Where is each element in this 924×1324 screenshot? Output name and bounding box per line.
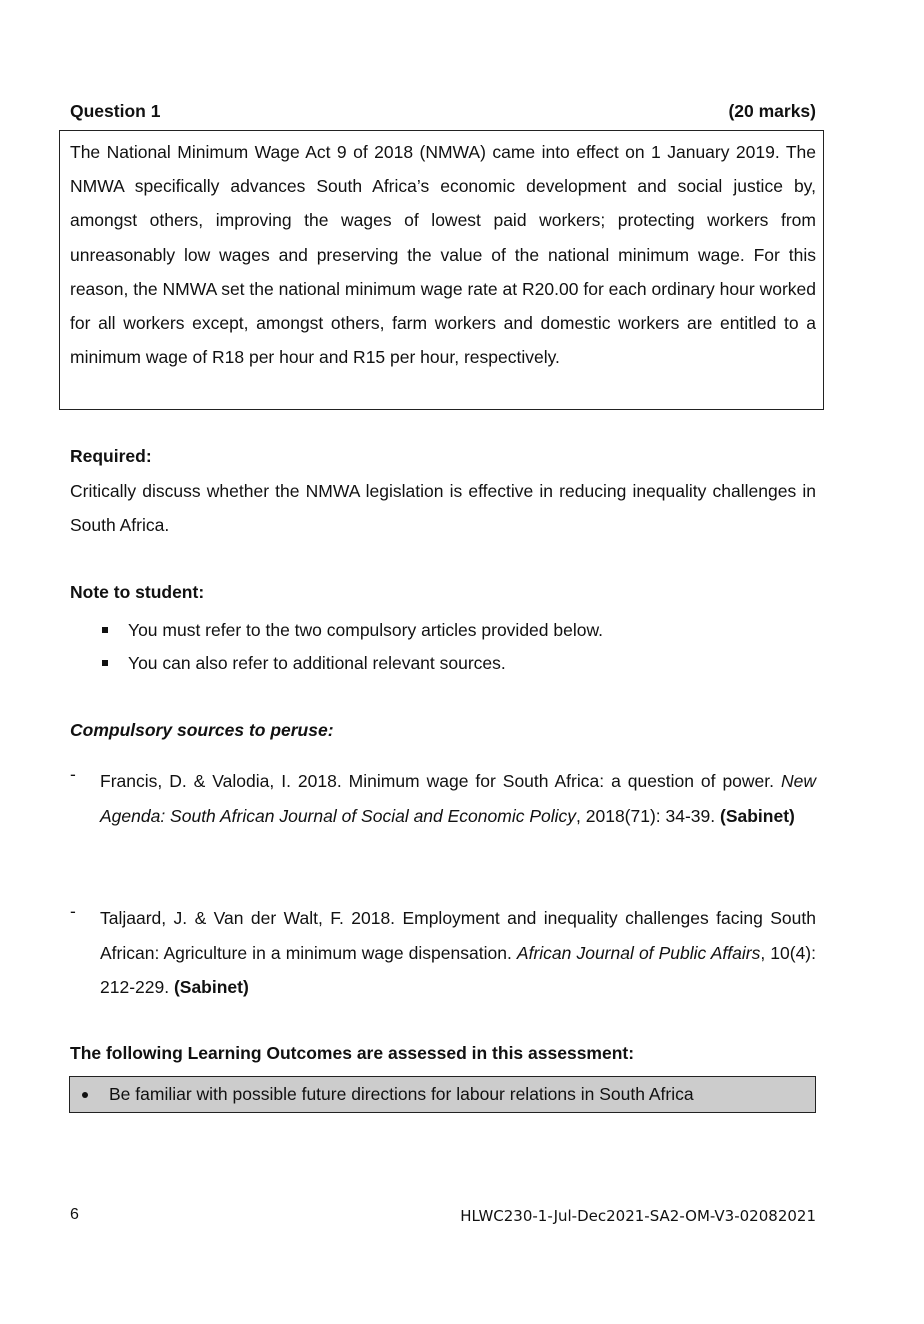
- round-bullet-icon: [82, 1092, 88, 1098]
- dash-bullet-icon: -: [70, 764, 76, 784]
- context-box: [59, 130, 824, 410]
- note-heading: Note to student:: [70, 582, 205, 602]
- source-citation: [100, 901, 816, 1005]
- sources-heading: Compulsory sources to peruse:: [70, 720, 334, 740]
- outcome-item-text: Be familiar with possible future directions for labour relations in South Africa: [109, 1084, 694, 1104]
- source-citation: [100, 764, 816, 833]
- question-marks: (20 marks): [728, 100, 816, 121]
- document-code: HLWC230-1-Jul-Dec2021-SA2-OM-V3-02082021: [460, 1207, 816, 1225]
- required-heading: Required:: [70, 446, 152, 466]
- database-label: (Sabinet): [720, 805, 795, 826]
- question-title: Question 1: [70, 100, 161, 121]
- citation-text: Taljaard, J. & Van der Walt, F. 2018. Employment and inequality challenges facing South African: Agriculture in a minimum wage dispensation.: [100, 908, 816, 963]
- required-paragraph: Critically discuss whether the NMWA legislation is effective in reducing inequality challenges in South Africa.: [70, 481, 816, 535]
- note-list-item: [102, 650, 802, 676]
- square-bullet-icon: [102, 660, 108, 666]
- dash-bullet-icon: -: [70, 901, 76, 921]
- journal-title: African Journal of Public Affairs: [516, 942, 761, 963]
- note-list-item: [102, 617, 802, 643]
- outcomes-box: [69, 1076, 816, 1113]
- question-heading: [70, 98, 816, 124]
- citation-details: , 10(4): 212-229.: [100, 942, 816, 997]
- page-number: 6: [70, 1206, 79, 1223]
- note-item-text: You can also refer to additional relevant sources.: [128, 652, 506, 673]
- journal-title: New Agenda: South African Journal of Social and Economic Policy: [100, 771, 816, 826]
- database-label: (Sabinet): [173, 977, 249, 997]
- citation-text: Francis, D. & Valodia, I. 2018. Minimum wage for South Africa: a question of power.: [100, 771, 781, 791]
- square-bullet-icon: [102, 627, 108, 633]
- context-paragraph: The National Minimum Wage Act 9 of 2018 (NMWA) came into effect on 1 January 2019. The NMWA specifically advances South Africa’s economic development and social justice by, amongst others, improving the wages of lowest paid workers; protecting workers from unreasonably low wages and preserving the value of the national minimum wage. For this reason, the NMWA set the national minimum wage rate at R20.00 for each ordinary hour worked for all workers except, amongst others, farm workers and domestic workers are entitled to a minimum wage of R18 per hour and R15 per hour, respectively.: [70, 142, 816, 368]
- note-item-text: You must refer to the two compulsory articles provided below.: [128, 619, 604, 640]
- citation-details: , 2018(71): 34-39.: [576, 805, 720, 826]
- outcomes-heading: The following Learning Outcomes are assessed in this assessment:: [70, 1043, 635, 1063]
